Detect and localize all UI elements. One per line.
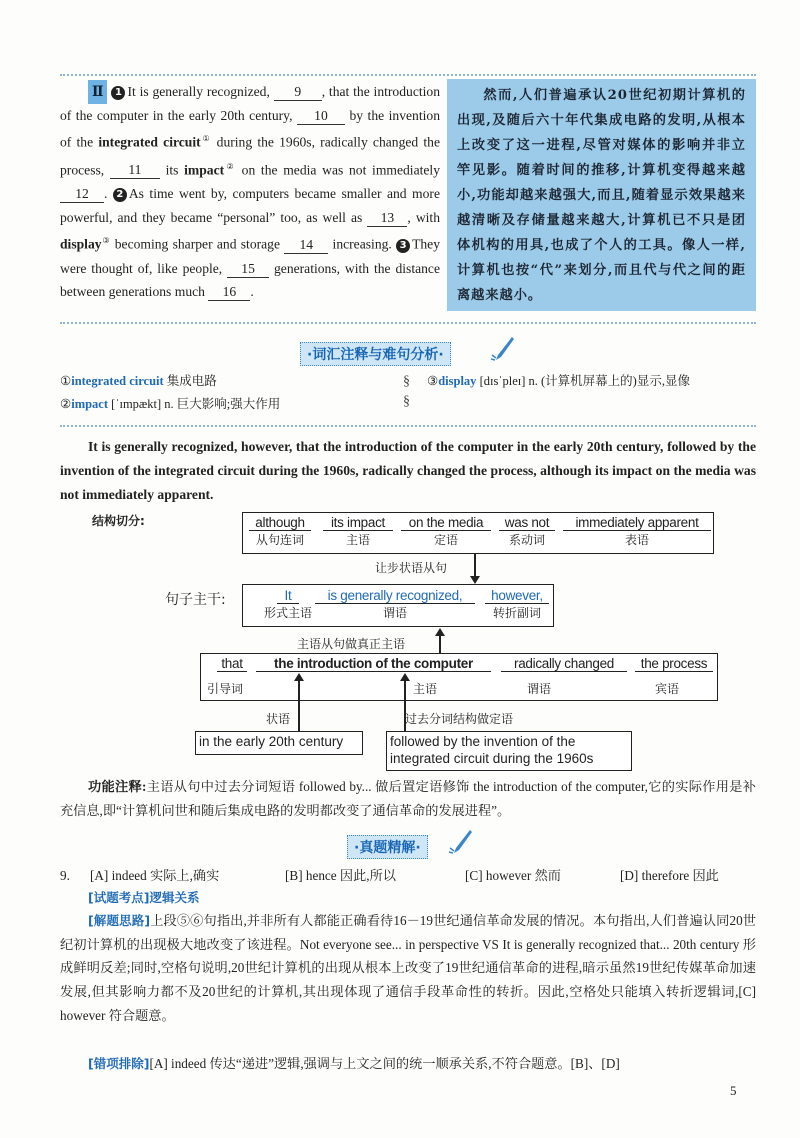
segment: that: [217, 656, 247, 672]
segment: however, 转折副词: [485, 588, 549, 621]
term: integrated circuit: [98, 134, 201, 150]
analysis-sentence: It is generally recognized, however, that the introduction of the computer in the early 20th century, followed by the invention of the integrated circuit during the 1960s, radically changed the process, although its impact on the media was not immediately apparent.: [60, 439, 756, 502]
text: It is generally recognized,: [127, 84, 270, 99]
arrow-line: [439, 635, 441, 653]
tag: [试题考点]: [88, 890, 150, 905]
segment: radically changed: [501, 656, 627, 672]
structure-label: 结构切分:: [92, 514, 145, 528]
text: increasing.: [332, 236, 392, 252]
arrow-up-icon: [294, 673, 304, 681]
phonetic: [ˈɪmpækt]: [111, 397, 162, 411]
text: , that the introduction of the computer in the early 20th century,: [60, 84, 440, 123]
blank-10[interactable]: 10: [297, 107, 345, 125]
text: its: [165, 162, 179, 178]
text: becoming sharper and storage: [114, 236, 281, 252]
option-b[interactable]: [B] hence 因此,所以: [285, 868, 396, 883]
answer-banner: ·真题精解·: [347, 835, 428, 859]
term: display: [60, 236, 102, 252]
option-c[interactable]: [C] however 然而: [465, 868, 561, 883]
arrow-label: 状语: [266, 712, 291, 726]
elimination: [60, 1052, 756, 1076]
section-marker: Ⅱ: [88, 80, 107, 104]
function-note: [60, 775, 756, 822]
segment: on the media 定语: [401, 515, 491, 548]
arrow-line: [474, 554, 476, 578]
text: They were thought of, like people,: [60, 236, 441, 276]
vocab-word: display: [438, 374, 477, 388]
tag: [错项排除]: [88, 1056, 150, 1071]
reasoning-text: 上段⑤⑥句指出,并非所有人都能正确看待16－19世纪通信革命发展的情况。本句指出,人们普遍认同20世纪初计算机的出现极大地改变了该进程。Not everyone see... in perspective VS It is generally recognized that... 20th century 形成鲜明反差;同时,空格句说明,20世纪计算机的出现从根本上改变了19世纪通信革命的进程,暗示虽然19世纪传媒革命加速发展,但其影响力都不及20世纪的计算机,其出现体现了通信手段革命性的转折。因此,空格处只能填入转折逻辑词,[C] however 符合题意。: [60, 913, 756, 1023]
blank-12[interactable]: 12: [60, 185, 104, 203]
divider: [60, 322, 756, 324]
segment: the introduction of the computer: [256, 656, 491, 672]
vocab-word: impact: [71, 397, 109, 411]
translation-box: [447, 79, 756, 311]
text: integrated circuit during the 1960s: [390, 751, 594, 766]
cloze-passage: [60, 80, 440, 304]
vocab-word: integrated circuit: [71, 374, 164, 388]
arrow-label: 主语从句做真正主语: [297, 637, 406, 651]
translation-text: 然而,人们普遍承认20世纪初期计算机的出现,及随后六十年代集成电路的发明,从根本上改变了这一进程,尽管对媒体的影响并非立竿见影。随着时间的推移,计算机变得越来越小,功能却越来越强大,而且,随着显示效果越来越清晰及存储量越来越大,计算机已不只是团体机构的用具,也成了个人的工具。像人一样,计算机也按“代”来划分,而且代与代之间的距离越来越小。: [457, 88, 746, 303]
arrow-label: 过去分词结构做定语: [405, 712, 514, 726]
blank-16[interactable]: 16: [208, 283, 250, 301]
vocab-definition: n. (计算机屏幕上的)显示,显像: [528, 374, 690, 388]
segment-label: 引导词: [207, 682, 244, 696]
note-ref: ①: [200, 134, 212, 144]
phonetic: [dɪsˈpleɪ]: [479, 374, 526, 388]
option-a[interactable]: [A] indeed 实际上,确实: [90, 868, 220, 883]
elimination-text: [A] indeed 传达“递进”逻辑,强调与上文之间的统一顺承关系,不符合题意。[B]、[D]: [149, 1056, 620, 1071]
text: generations, with the distance between generations much: [60, 260, 440, 300]
text: followed by the invention of the: [390, 734, 576, 749]
note-ref: ②: [224, 161, 236, 171]
vocab-definition: n. 巨大影响;强大作用: [164, 397, 281, 411]
column-separator: § §: [403, 374, 410, 409]
segment-label: 谓语: [527, 682, 552, 696]
modifier-box-1: in the early 20th century: [195, 731, 363, 755]
note-text: 主语从句中过去分词短语 followed by... 做后置定语修饰 the introduction of the computer,它的实际作用是补充信息,即“计算机问世和随后集成电路的发明都改变了通信革命的发展进程”。: [60, 779, 756, 818]
blank-15[interactable]: 15: [227, 260, 269, 278]
term: impact: [184, 162, 225, 178]
text: during the 1960s, radically changed the process,: [60, 134, 441, 178]
note-number: ②: [60, 397, 72, 411]
text: on the media was not immediately: [241, 162, 440, 178]
divider: [60, 74, 756, 76]
text: .: [104, 185, 108, 201]
subject-clause-box: [200, 653, 718, 701]
segment: was not 系动词: [499, 515, 555, 548]
test-point: [88, 886, 199, 910]
text: As time went by, computers became smaller and more powerful, and they became “personal” too, as well as: [60, 185, 440, 225]
tag-value: 逻辑关系: [149, 890, 200, 905]
vocab-item-3: [427, 370, 690, 392]
arrow-up-icon: [400, 673, 410, 681]
sentence-number: 3: [396, 239, 410, 253]
segment-label: 宾语: [655, 682, 680, 696]
main-clause-label: 句子主干:: [165, 592, 226, 608]
reasoning: [60, 909, 756, 1028]
vocab-definition: 集成电路: [166, 374, 217, 388]
blank-13[interactable]: 13: [367, 209, 407, 227]
page-number: 5: [730, 1083, 737, 1098]
segment: its impact 主语: [323, 515, 393, 548]
concessive-clause-box: [242, 512, 714, 554]
divider: [60, 425, 756, 427]
sentence-number: 1: [111, 86, 125, 100]
arrow-label: 让步状语从句: [375, 561, 448, 575]
blank-11[interactable]: 11: [110, 161, 160, 179]
segment: immediately apparent 表语: [563, 515, 711, 548]
pen-icon: [448, 828, 474, 856]
pen-icon: [490, 335, 516, 363]
segment: It 形式主语: [263, 588, 312, 620]
text: , with: [407, 209, 440, 225]
note-ref: ③: [101, 236, 111, 246]
sentence-number: 2: [113, 188, 127, 202]
arrow-line: [298, 680, 300, 732]
segment: although 从句连词: [249, 515, 311, 548]
text: .: [250, 284, 254, 300]
question-9: [60, 864, 760, 888]
blank-14[interactable]: 14: [284, 236, 328, 254]
blank-9[interactable]: 9: [274, 83, 322, 101]
note-label: 功能注释:: [88, 779, 147, 794]
vocab-item-1: [60, 370, 217, 392]
note-number: ③: [427, 374, 439, 388]
segment: the process: [635, 656, 713, 672]
vocab-banner: ·词汇注释与难句分析·: [300, 342, 451, 366]
main-clause-box: [242, 584, 554, 627]
arrow-down-icon: [470, 576, 480, 584]
tag: [解题思路]: [88, 913, 151, 928]
note-number: ①: [60, 374, 72, 388]
segment: is generally recognized, 谓语: [315, 588, 475, 621]
text: by the invention of the: [60, 107, 440, 150]
question-number: 9.: [60, 868, 70, 883]
option-d[interactable]: [D] therefore 因此: [620, 868, 719, 883]
modifier-box-2: [386, 731, 632, 771]
vocab-item-2: [60, 393, 280, 415]
arrow-up-icon: [435, 628, 445, 636]
segment-label: 主语: [413, 682, 438, 696]
